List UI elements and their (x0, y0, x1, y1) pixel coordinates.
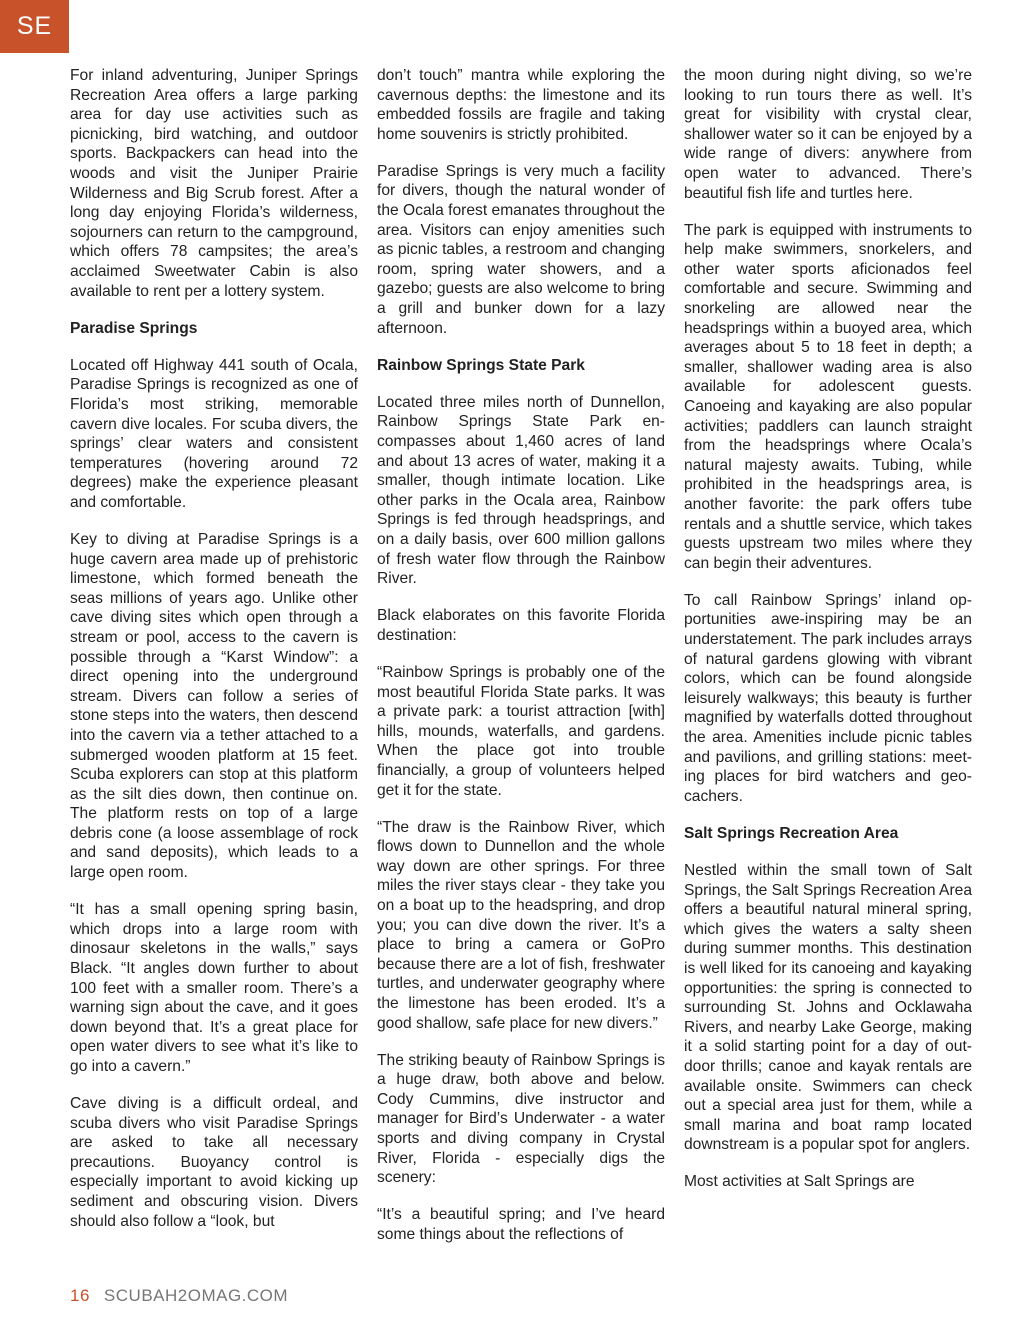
paragraph: For inland adventuring, Juniper Springs Recreation Area offers a large parking area for day use activities such as picnicking, bird watching, and outdoor sports. Backpackers can head into the woods and visit the Juniper Prairie Wilderness and Big Scrub forest. After a long day enjoying Florida’s wilderness, sojourners can return to the campground, which offers 78 campsites; the area’s acclaimed Sweetwater Cabin is also available to rent per a lottery system. (70, 67, 358, 300)
paragraph: Key to diving at Paradise Springs is a huge cavern area made up of prehistoric limestone, which formed beneath the seas millions of years ago. Unlike other cave diving sites which open through a stream or pool, access to the cavern is possible through a “Karst Window”: a direct opening into the underground stream. Divers can follow a series of stone steps into the waters, then descend into the cavern via a tether attached to a submerged wooden platform at 15 feet. Scuba explorers can stop at this platform as the silt dies down, then continue on. The platform rests on top of a large debris cone (a loose assemblage of rock and sand deposits), which leads to a large open room. (70, 530, 358, 882)
paragraph: To call Rainbow Springs’ inland opportunities awe-inspiring may be an understatement. The park includes arrays of natural gardens glowing with vibrant colors, which can be found alongside leisurely walkways; this beauty is further magnified by waterfalls dotted throughout the area. Amenities include picnic tables and pavilions, and grilling stations: meeting places for bird watchers and geocachers. (684, 591, 972, 805)
paragraph: don’t touch” mantra while exploring the cavernous depths: the limestone and its embedded fossils are fragile and taking home souvenirs is strictly prohibited. (377, 67, 665, 143)
paragraph: Located off Highway 441 south of Ocala, Paradise Springs is recognized as one of Florida’s most striking, memorable cavern dive locales. For scuba divers, the springs’ clear waters and consistent temperatures (hovering around 72 degrees) make the experience pleasant and comfortable. (70, 356, 358, 511)
paragraph: “It has a small opening spring basin, which drops into a large room with dinosaur skeletons in the walls,” says Black. “It angles down further to about 100 feet with a smaller room. There’s a warning sign about the cave, and it goes down beyond that. It’s a great place for open water divers to see what it’s like to go into a cavern.” (70, 901, 358, 1075)
subheading-paradise-springs: Paradise Springs (70, 319, 198, 337)
paragraph: “It’s a beautiful spring; and I’ve heard some things about the reflections of (377, 1206, 665, 1243)
paragraph: Cave diving is a difficult ordeal, and scuba divers who visit Paradise Springs are asked to take all necessary precautions. Buoyancy control is especially important to avoid kicking up sediment and obscuring vision. Divers should also follow a “look, but (70, 1095, 358, 1230)
section-tab: SE (0, 0, 69, 53)
paragraph: The striking beauty of Rainbow Springs is a huge draw, both above and below. Cody Cummins, dive instructor and manager for Bird’s Underwater - a water sports and diving company in Crystal River, Florida - especially digs the scenery: (377, 1051, 665, 1187)
page-number: 16 (70, 1286, 90, 1305)
paragraph: “Rainbow Springs is probably one of the most beautiful Florida State parks. It was a private park: a tourist attraction [with] hills, mounds, waterfalls, and gardens. When the place got into trouble financially, a group of volunteers helped get it for the state. (377, 663, 665, 799)
paragraph: The park is equipped with instruments to help make swimmers, snorkelers, and other water sports aficionados feel comfortable and secure. Swimming and snorkeling are allowed near the headsprings within a buoyed area, which averages about 5 to 18 feet in depth; a smaller, shallower wading area is also available for adolescent guests. Canoeing and kayaking are also popular activities; paddlers can launch straight from the headsprings where Ocala’s natural majesty awaits. Tubing, while prohibited in the headsprings area, is another favorite: the park offers tube rentals and a shuttle service, which takes guests upstream two miles where they can begin their adventures. (684, 221, 972, 572)
paragraph: Most activities at Salt Springs are (684, 1173, 915, 1191)
paragraph: Black elaborates on this favorite Florida destination: (377, 607, 665, 644)
site-url: SCUBAH2OMAG.COM (103, 1286, 289, 1305)
paragraph: “The draw is the Rainbow River, which flows down to Dunnellon and the whole way down are other springs. For three miles the river stays clear - they take you on a boat up to the headspring, and drop you; you can dive down the river. It’s a place to bring a camera or GoPro because there are a lot of fish, freshwater turtles, and underwater geography where the limestone has been eroded. It’s a good shallow, safe place for new divers.” (377, 818, 665, 1032)
subheading-salt-springs: Salt Springs Recreation Area (684, 824, 899, 842)
paragraph: the moon during night diving, so we’re looking to run tours there as well. It’s great for visibility with crystal clear, shallower water so it can be enjoyed by a wide range of divers: anywhere from open water to advanced. There’s beautiful fish life and turtles here. (684, 67, 972, 202)
article-column-3 (684, 66, 972, 1192)
paragraph: Paradise Springs is very much a facility for divers, though the natural wonder of the Ocala forest emanates throughout the area. Visitors can enjoy amenities such as picnic tables, a restroom and changing room, spring water showers, and a gazebo; guests are also welcome to bring a grill and bunker down for a lazy afternoon. (377, 162, 665, 337)
paragraph: Nestled within the small town of Salt Springs, the Salt Springs Recreation Area offers a beautiful natural mineral spring, which gives the waters a salty sheen during summer months. This destination is well liked for its canoeing and kayaking opportunities: the spring is connected to surrounding St. Johns and Ocklawaha Rivers, and nearby Lake George, making it a solid starting point for a day of outdoor thrills; canoe and kayak rentals are available onsite. Swimmers can check out a special area just for them, while a small marina and boat ramp located downstream is a popular spot for anglers. (684, 861, 972, 1154)
page-footer (70, 1286, 288, 1306)
subheading-rainbow-springs: Rainbow Springs State Park (377, 356, 585, 374)
article-column-1 (70, 66, 358, 1231)
article-column-2 (377, 66, 665, 1244)
paragraph: Located three miles north of Dunnellon, Rainbow Springs State Park encompasses about 1,460 acres of land and about 13 acres of water, making it a smaller, though intimate location. Like other parks in the Ocala area, Rainbow Springs is fed through headsprings, and on a daily basis, over 600 million gallons of fresh water flow through the Rainbow River. (377, 393, 665, 588)
